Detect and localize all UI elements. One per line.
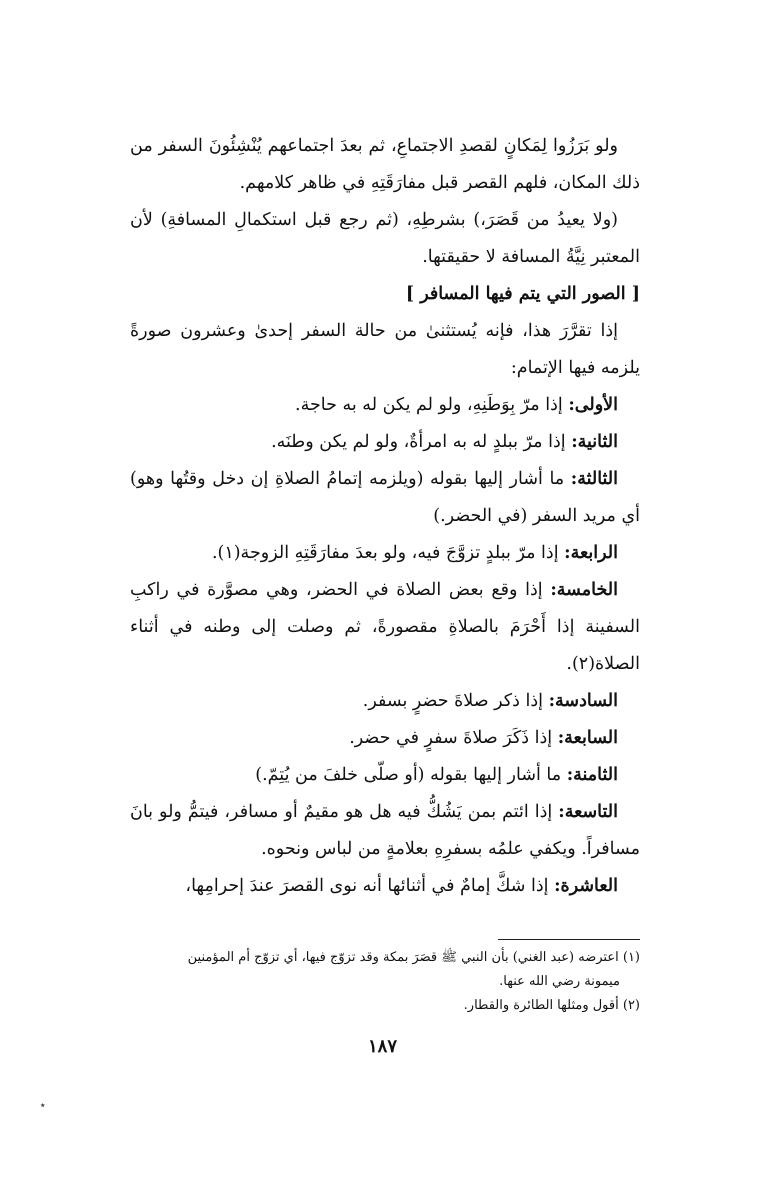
case-label: الأولى: [568, 395, 618, 415]
footnote-divider [498, 939, 640, 940]
footnote-2: (٢) أقول ومثلها الطائرة والقطار. [463, 998, 640, 1013]
footnotes [130, 946, 640, 1018]
case-text: إذا مرّ ببلدٍ تزوَّجَ فيه، ولو بعدَ مفارَقَتِهِ الزوجة(١). [211, 543, 565, 563]
case-7 [130, 720, 640, 757]
case-10 [130, 868, 640, 905]
paragraph-1: ولو بَرَزُوا لِمَكانٍ لقصدِ الاجتماعِ، ثم بعدَ اجتماعهم يُنْشِئُونَ السفر من ذلك المكان، فلهم القصر قبل مفارَقَتِهِ في ظاهر كلامهم. [130, 136, 640, 193]
case-label: الرابعة: [564, 543, 618, 563]
case-text: ما أشار إليها بقوله (أو صلّى خلفَ من يُتِمّ.) [255, 765, 567, 785]
case-5 [130, 572, 640, 683]
case-8 [130, 757, 640, 794]
case-2 [130, 424, 640, 461]
case-label: الثامنة: [566, 765, 618, 785]
section-heading: [ الصور التي يتم فيها المسافر ] [405, 284, 640, 304]
case-label: الثالثة: [570, 469, 618, 489]
case-1 [130, 387, 640, 424]
case-label: الخامسة: [550, 580, 618, 600]
case-9 [130, 794, 640, 868]
case-label: السابعة: [557, 728, 618, 748]
case-text: إذا مرّ ببلدٍ له به امرأةٌ، ولو لم يكن وطنَه. [271, 432, 572, 452]
page-number: ١٨٧ [367, 1036, 397, 1057]
footnote-1: (١) اعترضه (عبد الغني) بأن النبي ﷺ قصَرَ بمكة وقد تزوّج فيها، أي تزوّج أم المؤمنين [187, 950, 640, 965]
footnote-1-continued: ميمونة رضي الله عنها. [499, 974, 620, 989]
case-3 [130, 461, 640, 535]
case-label: التاسعة: [558, 802, 618, 822]
case-text: إذا ائتم بمن يَشُكُّ فيه هل هو مقيمٌ أو مسافر، فيتمُّ ولو بانَ مسافراً. ويكفي علمُه بسفرِهِ بعلامةٍ من لباس ونحوه. [130, 802, 640, 859]
paragraph-3: إذا تقرَّرَ هذا، فإنه يُستثنىٰ من حالة السفر إحدىٰ وعشرون صورةً يلزمه فيها الإتمام: [130, 321, 640, 378]
corner-mark: ٭ [40, 1100, 46, 1111]
case-label: الثانية: [571, 432, 618, 452]
paragraph-2: (ولا يعيدُ من قَصَرَ،) بشرطِهِ، (ثم رجع قبل استكمالِ المسافةِ) لأن المعتبر نِيَّةُ المسافة لا حقيقتها. [130, 210, 640, 267]
case-label: العاشرة: [554, 876, 618, 896]
case-label: السادسة: [548, 691, 618, 711]
case-6 [130, 683, 640, 720]
case-text: إذا ذَكَرَ صلاةَ سفرٍ في حضر. [349, 728, 558, 748]
case-text: إذا ذكر صلاةَ حضرٍ بسفر. [362, 691, 549, 711]
case-text: إذا مرّ بِوَطَنِهِ، ولو لم يكن له به حاجة. [295, 395, 569, 415]
main-text [130, 128, 640, 905]
case-text: إذا شكَّ إمامٌ في أثنائها أنه نوى القصرَ عندَ إحرامِها، [185, 876, 555, 896]
case-4 [130, 535, 640, 572]
case-text: ما أشار إليها بقوله (ويلزمه إتمامُ الصلاةِ إن دخل وقتُها وهو) أي مريد السفر (في الحضر.) [130, 469, 640, 526]
case-text: إذا وقع بعض الصلاة في الحضر، وهي مصوَّرة في راكبِ السفينة إذا أَحْرَمَ بالصلاةِ مقصورةً، ثم وصلت إلى وطنه في أثناء الصلاة(٢). [130, 580, 640, 674]
